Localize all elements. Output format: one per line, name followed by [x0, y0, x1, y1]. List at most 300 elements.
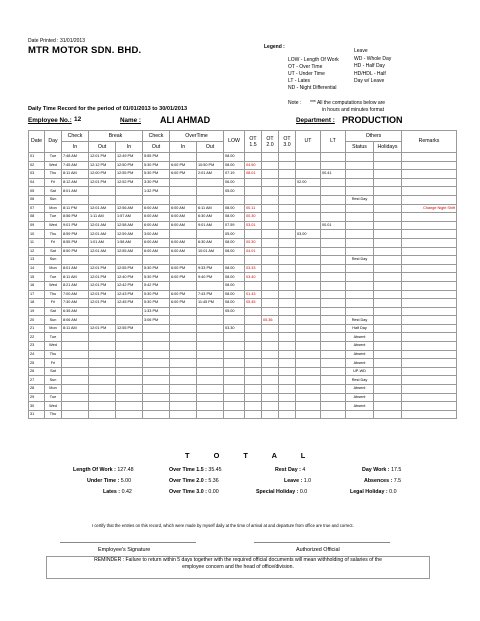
- col-check2: Check: [143, 131, 170, 142]
- cell-low: [224, 256, 245, 265]
- cell-ut: [296, 410, 321, 419]
- cell-check-out: 3:30 PM: [143, 178, 170, 187]
- cell-break-in: 12:49 PM: [116, 153, 143, 162]
- cell-check-out: 3:06 PM: [143, 316, 170, 325]
- cell-status: Absent: [346, 342, 374, 351]
- cell-low: 05.00: [224, 230, 245, 239]
- cell-break-out: 1:01 AM: [89, 238, 116, 247]
- cell-check-out: [143, 376, 170, 385]
- cell-status: Absent: [346, 393, 374, 402]
- cell-break-in: 12:50 PM: [116, 161, 143, 170]
- cell-holidays: [374, 290, 402, 299]
- employee-signature-label: Employee's Signature: [98, 547, 151, 553]
- cell-lt: [321, 230, 346, 239]
- cell-low: [224, 342, 245, 351]
- cell-low: [224, 402, 245, 411]
- cell-check-out: 6:00 AM: [143, 238, 170, 247]
- cell-ot15: [245, 324, 262, 333]
- cell-remarks: [402, 256, 457, 265]
- cell-ot30: [279, 307, 296, 316]
- cell-status: Rest Day: [346, 376, 374, 385]
- cell-ot30: [279, 281, 296, 290]
- cell-low: 08.00: [224, 299, 245, 308]
- cell-check-out: 5:30 PM: [143, 273, 170, 282]
- cell-ot15: [245, 367, 262, 376]
- cell-ot15: [245, 230, 262, 239]
- cell-ot-in: [170, 316, 197, 325]
- cell-ot20: [262, 170, 279, 179]
- cell-ot-in: 6:00 PM: [170, 290, 197, 299]
- cell-ot20: [262, 204, 279, 213]
- table-row: [29, 402, 457, 411]
- cell-ot20: [262, 290, 279, 299]
- table-row: [29, 264, 457, 273]
- cell-ot20: [262, 230, 279, 239]
- table-row: [29, 153, 457, 162]
- cell-ut: [296, 299, 321, 308]
- cell-ot-in: [170, 324, 197, 333]
- cell-ot30: [279, 230, 296, 239]
- cell-break-out: 12:01 PM: [89, 281, 116, 290]
- cell-low: 08.00: [224, 161, 245, 170]
- table-row: [29, 247, 457, 256]
- cell-day: Wed: [45, 402, 62, 411]
- cell-ot-in: [170, 376, 197, 385]
- table-row: [29, 178, 457, 187]
- cell-date: 06: [29, 195, 45, 204]
- cell-ot-out: [197, 187, 224, 196]
- cell-ot15: [245, 307, 262, 316]
- cell-ot-in: 6:00 AM: [170, 238, 197, 247]
- leave-label: Leave :: [284, 478, 303, 484]
- cell-day: Tue: [45, 273, 62, 282]
- cell-holidays: [374, 410, 402, 419]
- cell-ot15: 00.30: [245, 238, 262, 247]
- cell-remarks: [402, 153, 457, 162]
- cell-lt: 00.01: [321, 221, 346, 230]
- col-check: Check: [62, 131, 89, 142]
- cell-ot15: 03.40: [245, 273, 262, 282]
- cell-ot20: [262, 281, 279, 290]
- cell-break-in: 12:40 PM: [116, 273, 143, 282]
- cell-low: 08.00: [224, 238, 245, 247]
- cell-check-out: 1:32 PM: [143, 187, 170, 196]
- cell-break-out: 12:01 PM: [89, 153, 116, 162]
- col-check-out: Out: [143, 142, 170, 153]
- cell-break-in: [116, 393, 143, 402]
- cell-ot-in: [170, 153, 197, 162]
- cell-ot30: [279, 333, 296, 342]
- cell-break-in: [116, 342, 143, 351]
- legend-item: HD/HDL - Half: [354, 71, 386, 77]
- table-row: [29, 161, 457, 170]
- cell-ot-out: [197, 367, 224, 376]
- cell-low: [224, 350, 245, 359]
- cell-holidays: [374, 376, 402, 385]
- cell-check-out: 6:00 AM: [143, 204, 170, 213]
- length-of-work-value: 127.48: [117, 467, 134, 473]
- date-printed: Date Printed : 31/01/2013: [28, 38, 85, 44]
- cell-date: 08: [29, 213, 45, 222]
- cell-day: Wed: [45, 281, 62, 290]
- cell-holidays: [374, 178, 402, 187]
- cell-check-out: [143, 342, 170, 351]
- cell-remarks: [402, 273, 457, 282]
- col-overtime: OverTime: [170, 131, 224, 142]
- col-break-in: In: [116, 142, 143, 153]
- cell-day: Mon: [45, 204, 62, 213]
- table-row: [29, 359, 457, 368]
- cell-check-out: [143, 393, 170, 402]
- cell-check-in: [62, 342, 89, 351]
- cell-low: 08.00: [224, 153, 245, 162]
- cell-break-in: [116, 256, 143, 265]
- cell-break-out: 12:01 AM: [89, 230, 116, 239]
- cell-remarks: Change Night Shift: [402, 204, 457, 213]
- cell-ot20: [262, 359, 279, 368]
- cell-ot-in: [170, 385, 197, 394]
- cell-ot20: [262, 264, 279, 273]
- employee-name: ALI AHMAD: [160, 115, 211, 125]
- cell-ot30: [279, 376, 296, 385]
- cell-break-out: [89, 256, 116, 265]
- cell-date: 26: [29, 367, 45, 376]
- cell-holidays: [374, 238, 402, 247]
- cell-break-out: 12:01 AM: [89, 204, 116, 213]
- col-check-in: In: [62, 142, 89, 153]
- col-ut: UT: [296, 131, 321, 153]
- cell-ot-in: [170, 307, 197, 316]
- cell-check-out: 5:30 PM: [143, 264, 170, 273]
- cell-ot20: [262, 238, 279, 247]
- cell-status: [346, 153, 374, 162]
- absences-value: 7.5: [393, 478, 402, 484]
- cell-break-in: 12:55 PM: [116, 170, 143, 179]
- cell-lt: [321, 410, 346, 419]
- leave-value: 1.0: [303, 478, 312, 484]
- cell-low: 08.00: [224, 213, 245, 222]
- cell-low: 08.00: [224, 273, 245, 282]
- cell-remarks: [402, 359, 457, 368]
- employee-no-value: 12: [74, 116, 82, 123]
- cell-low: [224, 410, 245, 419]
- cell-day: Wed: [45, 342, 62, 351]
- cell-check-out: [143, 333, 170, 342]
- cell-ot-out: [197, 178, 224, 187]
- cell-ot-in: [170, 367, 197, 376]
- cell-low: 05.00: [224, 307, 245, 316]
- cell-ot-out: [197, 316, 224, 325]
- cell-ot20: 05.36: [262, 316, 279, 325]
- cell-ot30: [279, 359, 296, 368]
- cell-break-in: [116, 385, 143, 394]
- cell-check-in: 8:59 PM: [62, 230, 89, 239]
- employee-signature-line: [60, 542, 196, 543]
- table-row: [29, 230, 457, 239]
- cell-date: 29: [29, 393, 45, 402]
- cell-date: 04: [29, 178, 45, 187]
- cell-day: Fri: [45, 178, 62, 187]
- cell-ot-in: 6:00 AM: [170, 213, 197, 222]
- cell-low: 06.00: [224, 178, 245, 187]
- cell-break-out: 12:01 PM: [89, 264, 116, 273]
- cell-ot20: [262, 410, 279, 419]
- cell-break-in: [116, 307, 143, 316]
- day-work-label: Day Work :: [362, 467, 390, 473]
- cell-date: 20: [29, 316, 45, 325]
- legend-item: HD - Half Day: [354, 63, 385, 69]
- cell-check-out: [143, 385, 170, 394]
- cell-check-out: [143, 195, 170, 204]
- cell-check-in: 8:11 PM: [62, 204, 89, 213]
- table-row: [29, 376, 457, 385]
- cell-ot-out: 2:01 AM: [197, 170, 224, 179]
- note-label: Note :: [288, 100, 302, 106]
- special-holiday-value: 0.0: [299, 489, 308, 495]
- cell-ut: [296, 393, 321, 402]
- cell-remarks: [402, 350, 457, 359]
- legend-title: Legend :: [264, 44, 285, 50]
- cell-ot-in: [170, 402, 197, 411]
- legend-item: UT - Under Time: [288, 71, 325, 77]
- cell-break-in: 1:58 AM: [116, 238, 143, 247]
- cell-date: 14: [29, 264, 45, 273]
- cell-day: Fri: [45, 359, 62, 368]
- cell-status: Rest Day: [346, 316, 374, 325]
- table-row: [29, 393, 457, 402]
- cell-low: [224, 333, 245, 342]
- cell-ot30: [279, 213, 296, 222]
- col-ot15: OT 1.5: [245, 131, 262, 153]
- cell-status: Absent: [346, 350, 374, 359]
- ot15-label: Over Time 1.5 :: [169, 467, 207, 473]
- cell-lt: [321, 213, 346, 222]
- cell-low: 08.00: [224, 290, 245, 299]
- cell-check-in: [62, 195, 89, 204]
- cell-lt: [321, 342, 346, 351]
- col-others: Others: [346, 131, 402, 142]
- cell-ot20: [262, 247, 279, 256]
- cell-ot30: [279, 170, 296, 179]
- cell-day: Tue: [45, 153, 62, 162]
- cell-ot20: [262, 256, 279, 265]
- cell-ot30: [279, 402, 296, 411]
- cell-ut: [296, 316, 321, 325]
- cell-ot-in: 6:00 AM: [170, 204, 197, 213]
- cell-lt: [321, 333, 346, 342]
- cell-check-out: 6:00 AM: [143, 247, 170, 256]
- certify-text: I certify that the entries on this record, which were made by myself daily at the time of arrival at and departure from office are true and correct.: [92, 523, 354, 528]
- cell-ot-in: [170, 256, 197, 265]
- cell-ot-out: 6:30 AM: [197, 213, 224, 222]
- table-row: [29, 333, 457, 342]
- cell-status: UP-WD: [346, 367, 374, 376]
- legend-item: OT - Over Time: [288, 64, 323, 70]
- cell-ot30: [279, 221, 296, 230]
- cell-ut: 03.00: [296, 230, 321, 239]
- legend-item: WD - Whole Day: [354, 56, 392, 62]
- cell-ot-out: [197, 359, 224, 368]
- employee-no-label: Employee No.:: [28, 117, 72, 124]
- col-date: Date: [29, 131, 45, 153]
- cell-status: [346, 187, 374, 196]
- cell-ut: [296, 342, 321, 351]
- cell-ot-in: 6:00 PM: [170, 299, 197, 308]
- cell-status: [346, 247, 374, 256]
- cell-lt: [321, 385, 346, 394]
- cell-date: 16: [29, 281, 45, 290]
- reminder-line2: employee concern and the head of office/division.: [182, 564, 294, 570]
- cell-holidays: [374, 342, 402, 351]
- cell-low: 07.19: [224, 170, 245, 179]
- cell-break-in: 12:59 AM: [116, 230, 143, 239]
- cell-break-out: [89, 316, 116, 325]
- col-ot30: OT 3.0: [279, 131, 296, 153]
- reminder-line1: REMINDER : Failure to return within 5 days together with the required official documents will mean withholding of salaries of the: [94, 557, 382, 563]
- table-row: [29, 213, 457, 222]
- cell-check-in: 7:30 AM: [62, 299, 89, 308]
- cell-ut: [296, 153, 321, 162]
- cell-holidays: [374, 402, 402, 411]
- cell-date: 19: [29, 307, 45, 316]
- cell-check-out: [143, 410, 170, 419]
- cell-status: Rest Day: [346, 195, 374, 204]
- cell-ot20: [262, 153, 279, 162]
- cell-ot20: [262, 299, 279, 308]
- cell-lt: [321, 256, 346, 265]
- cell-ot20: [262, 402, 279, 411]
- cell-day: Wed: [45, 221, 62, 230]
- cell-ut: [296, 195, 321, 204]
- cell-ot20: [262, 376, 279, 385]
- cell-check-in: 7:48 AM: [62, 153, 89, 162]
- cell-break-in: 12:45 PM: [116, 299, 143, 308]
- col-low: LOW: [224, 131, 245, 153]
- name-label: Name :: [120, 117, 141, 124]
- cell-remarks: [402, 290, 457, 299]
- col-day: Day: [45, 131, 62, 153]
- cell-holidays: [374, 230, 402, 239]
- cell-holidays: [374, 187, 402, 196]
- cell-status: [346, 273, 374, 282]
- cell-ot30: [279, 247, 296, 256]
- cell-ut: [296, 161, 321, 170]
- cell-remarks: [402, 170, 457, 179]
- cell-check-in: [62, 410, 89, 419]
- cell-ot-in: [170, 281, 197, 290]
- cell-ot15: 05.45: [245, 299, 262, 308]
- table-row: [29, 342, 457, 351]
- cell-holidays: [374, 195, 402, 204]
- cell-ot-out: [197, 256, 224, 265]
- cell-break-in: [116, 187, 143, 196]
- cell-ot30: [279, 316, 296, 325]
- cell-ut: [296, 376, 321, 385]
- cell-break-in: [116, 359, 143, 368]
- cell-ot-in: [170, 230, 197, 239]
- cell-ot30: [279, 256, 296, 265]
- cell-holidays: [374, 367, 402, 376]
- cell-break-in: 12:43 PM: [116, 290, 143, 299]
- cell-lt: [321, 247, 346, 256]
- attendance-table: [28, 130, 457, 419]
- cell-date: 05: [29, 187, 45, 196]
- cell-ot-out: [197, 342, 224, 351]
- cell-ot-out: 9:33 PM: [197, 264, 224, 273]
- cell-ot-out: [197, 153, 224, 162]
- cell-break-out: 12:01 PM: [89, 324, 116, 333]
- legend-item: Day w/ Leave: [354, 78, 385, 84]
- cell-lt: [321, 161, 346, 170]
- cell-ut: [296, 264, 321, 273]
- note-line2: in hours and minutes format: [322, 107, 384, 113]
- cell-remarks: [402, 316, 457, 325]
- cell-ot30: [279, 187, 296, 196]
- cell-status: Half Day: [346, 324, 374, 333]
- cell-check-out: [143, 324, 170, 333]
- cell-ot-in: 6:00 PM: [170, 264, 197, 273]
- cell-check-in: 8:56 PM: [62, 213, 89, 222]
- cell-status: [346, 230, 374, 239]
- cell-break-out: [89, 359, 116, 368]
- ot30-value: 0.00: [208, 489, 219, 495]
- cell-ot-out: [197, 402, 224, 411]
- cell-break-out: [89, 195, 116, 204]
- department-label: Department :: [296, 117, 335, 124]
- cell-holidays: [374, 204, 402, 213]
- cell-ut: 02.00: [296, 178, 321, 187]
- cell-ot-in: 6:00 AM: [170, 247, 197, 256]
- table-row: [29, 290, 457, 299]
- cell-day: Sat: [45, 367, 62, 376]
- col-holidays: Holidays: [374, 142, 402, 153]
- cell-check-out: [143, 359, 170, 368]
- cell-status: [346, 204, 374, 213]
- cell-ot15: [245, 195, 262, 204]
- rest-day-label: Rest Day :: [275, 467, 301, 473]
- cell-ot20: [262, 385, 279, 394]
- cell-holidays: [374, 299, 402, 308]
- cell-lt: [321, 393, 346, 402]
- cell-status: [346, 161, 374, 170]
- cell-ot-out: [197, 376, 224, 385]
- cell-low: 08.00: [224, 247, 245, 256]
- cell-low: [224, 359, 245, 368]
- lates-value: 0.42: [121, 489, 132, 495]
- cell-ut: [296, 238, 321, 247]
- cell-ot15: [245, 316, 262, 325]
- cell-ut: [296, 170, 321, 179]
- cell-date: 22: [29, 333, 45, 342]
- cell-break-out: [89, 342, 116, 351]
- cell-day: Sun: [45, 376, 62, 385]
- cell-ot20: [262, 367, 279, 376]
- cell-status: [346, 264, 374, 273]
- cell-day: Fri: [45, 299, 62, 308]
- cell-check-in: 8:12 AM: [62, 178, 89, 187]
- cell-ot-out: 11:45 PM: [197, 299, 224, 308]
- cell-lt: [321, 324, 346, 333]
- cell-check-in: 8:06 AM: [62, 316, 89, 325]
- cell-ot30: [279, 342, 296, 351]
- cell-date: 09: [29, 221, 45, 230]
- cell-check-in: 7:45 AM: [62, 161, 89, 170]
- cell-ot20: [262, 307, 279, 316]
- cell-holidays: [374, 316, 402, 325]
- cell-date: 12: [29, 247, 45, 256]
- cell-ut: [296, 247, 321, 256]
- cell-check-in: [62, 385, 89, 394]
